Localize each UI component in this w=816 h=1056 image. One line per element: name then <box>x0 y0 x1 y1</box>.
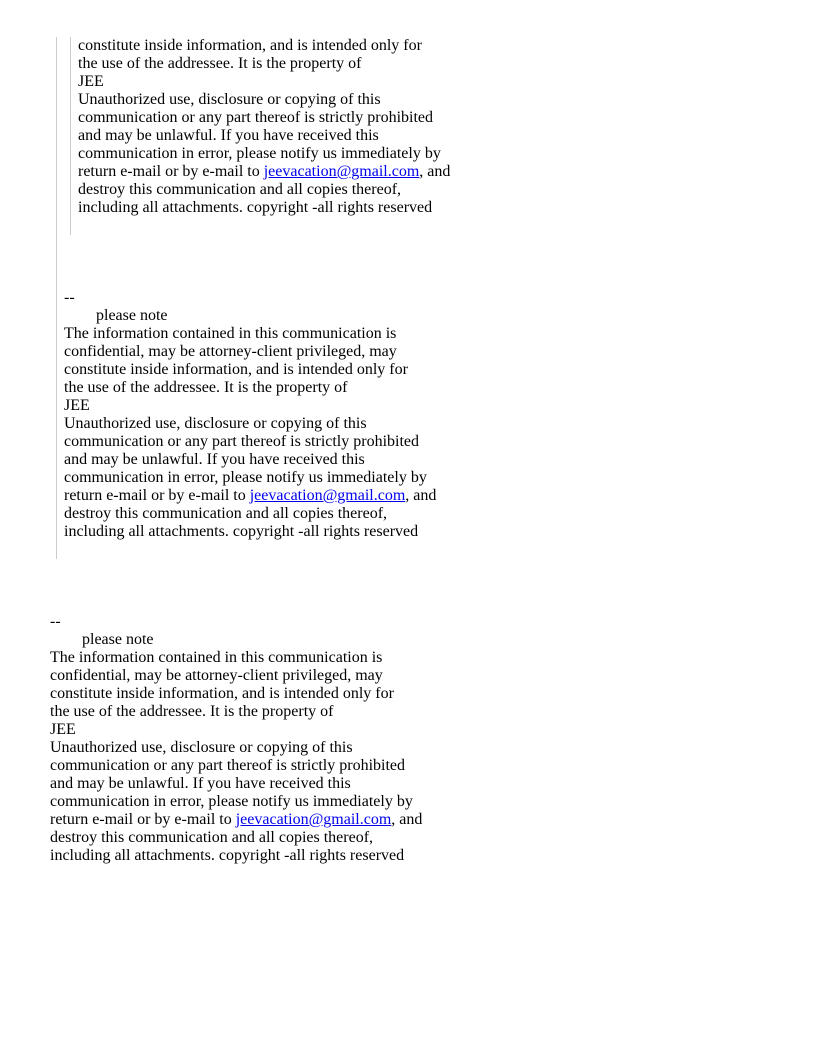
disclaimer-block-quoted <box>64 289 436 541</box>
disclaimer-line: communication or any part thereof is strictly prohibited <box>78 109 434 126</box>
disclaimer-email-line <box>64 487 436 505</box>
disclaimer-line: destroy this communication and all copies thereof, <box>78 181 402 198</box>
disclaimer-line: Unauthorized use, disclosure or copying of this <box>50 739 353 756</box>
disclaimer-company: JEE <box>64 397 90 414</box>
disclaimer-text: return e-mail or by e-mail to <box>64 487 250 504</box>
disclaimer-line: confidential, may be attorney-client privileged, may <box>64 343 397 360</box>
disclaimer-line: the use of the addressee. It is the property of <box>64 379 348 396</box>
disclaimer-email-line <box>78 163 450 181</box>
disclaimer-line: destroy this communication and all copies thereof, <box>50 829 374 846</box>
disclaimer-email-line <box>50 811 422 829</box>
disclaimer-text: , and <box>405 487 437 504</box>
disclaimer-line: communication in error, please notify us immediately by <box>78 145 441 162</box>
disclaimer-block-inner <box>78 37 450 217</box>
disclaimer-line: the use of the addressee. It is the property of <box>78 55 362 72</box>
disclaimer-line: Unauthorized use, disclosure or copying of this <box>64 415 367 432</box>
email-link[interactable]: jeevacation@gmail.com <box>235 811 392 828</box>
disclaimer-company: JEE <box>78 73 104 90</box>
disclaimer-line: and may be unlawful. If you have received this <box>78 127 379 144</box>
please-note-label: please note <box>82 631 154 648</box>
disclaimer-line: including all attachments. copyright -all rights reserved <box>50 847 405 864</box>
disclaimer-line: The information contained in this communication is <box>64 325 397 342</box>
signature-separator: -- <box>50 613 61 630</box>
disclaimer-line: The information contained in this communication is <box>50 649 383 666</box>
disclaimer-line: including all attachments. copyright -all rights reserved <box>64 523 419 540</box>
disclaimer-line: constitute inside information, and is intended only for <box>78 37 422 54</box>
disclaimer-company: JEE <box>50 721 76 738</box>
disclaimer-block-main <box>50 613 422 865</box>
disclaimer-line: the use of the addressee. It is the property of <box>50 703 334 720</box>
email-link[interactable]: jeevacation@gmail.com <box>263 163 420 180</box>
disclaimer-line: and may be unlawful. If you have received this <box>64 451 365 468</box>
disclaimer-text: , and <box>419 163 451 180</box>
disclaimer-line: communication in error, please notify us immediately by <box>50 793 413 810</box>
disclaimer-line: Unauthorized use, disclosure or copying of this <box>78 91 381 108</box>
email-link[interactable]: jeevacation@gmail.com <box>249 487 406 504</box>
disclaimer-line: communication in error, please notify us immediately by <box>64 469 427 486</box>
disclaimer-line: confidential, may be attorney-client privileged, may <box>50 667 383 684</box>
disclaimer-line: communication or any part thereof is strictly prohibited <box>64 433 420 450</box>
disclaimer-text: return e-mail or by e-mail to <box>78 163 264 180</box>
disclaimer-line: and may be unlawful. If you have received this <box>50 775 351 792</box>
disclaimer-text: return e-mail or by e-mail to <box>50 811 236 828</box>
disclaimer-line: including all attachments. copyright -all rights reserved <box>78 199 433 216</box>
signature-separator: -- <box>64 289 75 306</box>
disclaimer-line: destroy this communication and all copies thereof, <box>64 505 388 522</box>
disclaimer-line: constitute inside information, and is intended only for <box>64 361 408 378</box>
disclaimer-text: , and <box>391 811 423 828</box>
please-note-label: please note <box>96 307 168 324</box>
disclaimer-line: constitute inside information, and is intended only for <box>50 685 394 702</box>
disclaimer-line: communication or any part thereof is strictly prohibited <box>50 757 406 774</box>
